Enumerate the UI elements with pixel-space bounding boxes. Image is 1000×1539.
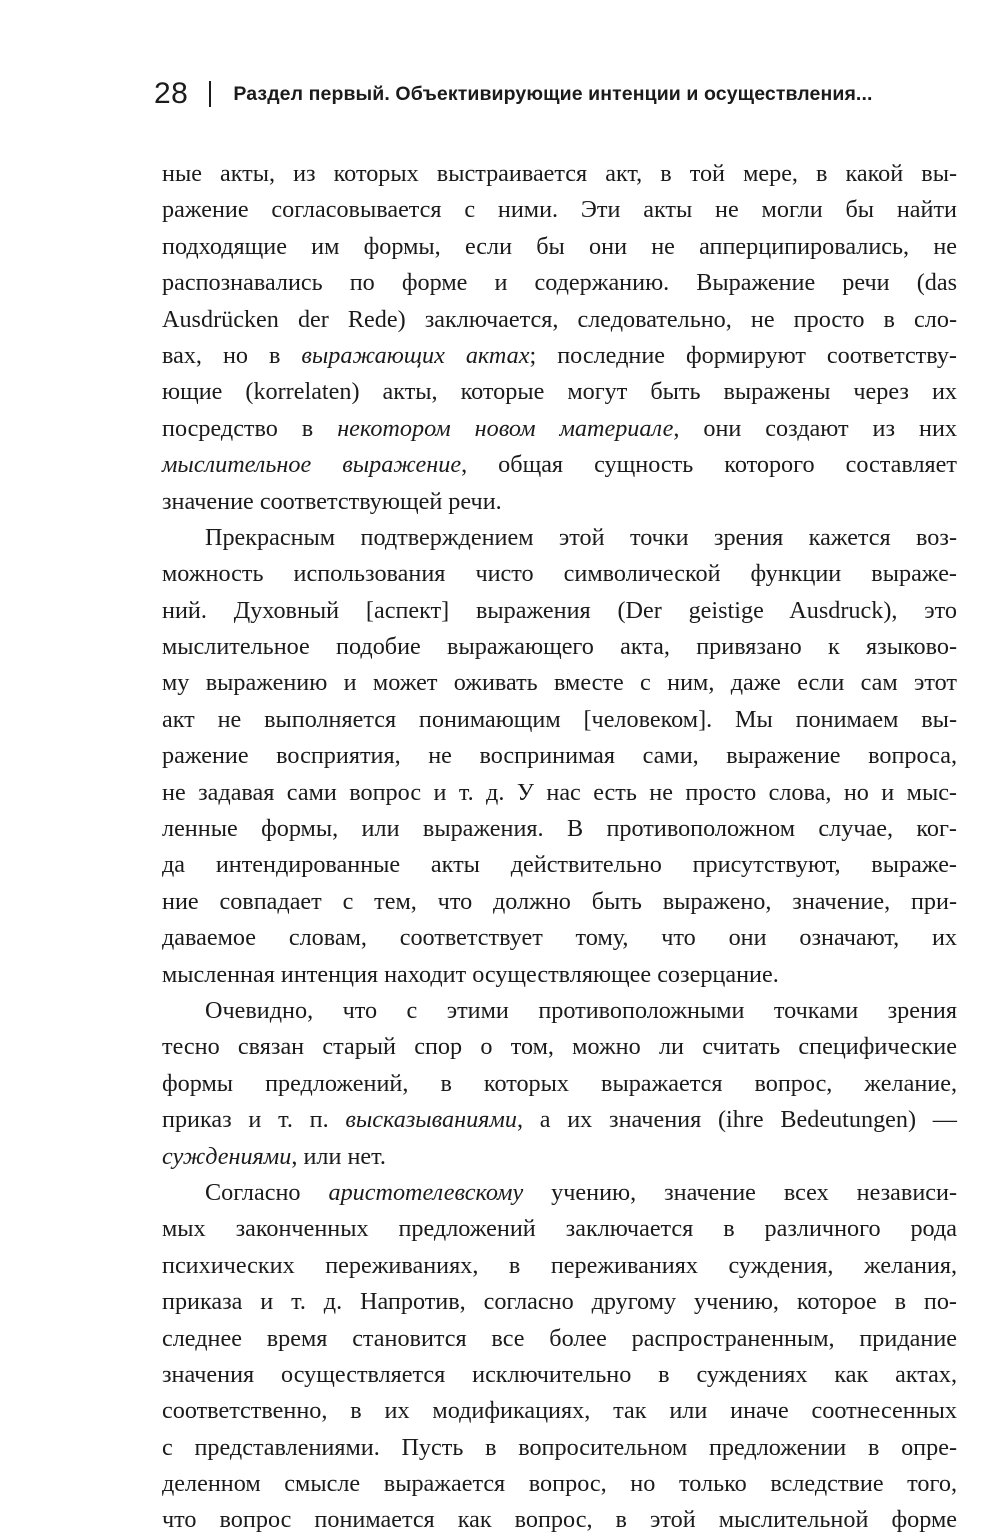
text-line: деленном смысле выражается вопрос, но только вследствие того, bbox=[162, 1470, 957, 1498]
text-line: ные акты, из которых выстраивается акт, в той мере, в какой вы- bbox=[162, 160, 957, 187]
text-line: следнее время становится все более распространенным, придание bbox=[162, 1324, 957, 1352]
text-line: значение соответствующей речи. bbox=[162, 487, 502, 515]
text-line: ражение восприятия, не воспринимая сами, выражение вопроса, bbox=[162, 742, 957, 770]
text-line: Очевидно, что с этими противоположными точками зрения bbox=[205, 996, 957, 1024]
text-line: вах, но в выражающих актах; последние формируют соответству- bbox=[162, 341, 957, 369]
text-line: да интендированные акты действительно присутствуют, выраже- bbox=[162, 851, 957, 879]
running-head bbox=[154, 74, 964, 114]
text-line: ражение согласовывается с ними. Эти акты не могли бы найти bbox=[162, 196, 957, 224]
emphasis: аристотелевскому bbox=[328, 1178, 524, 1206]
text-line: акт не выполняется понимающим [человеком]. Мы понимаем вы- bbox=[162, 705, 957, 733]
text-line: формы предложений, в которых выражается вопрос, желание, bbox=[162, 1069, 957, 1097]
section-title: Раздел первый. Объективирующие интенции и осуществления... bbox=[233, 82, 873, 105]
text-line: подходящие им формы, если бы они не апперципировались, не bbox=[162, 232, 957, 260]
text-line: ний. Духовный [аспект] выражения (Der geistige Ausdruck), это bbox=[162, 596, 957, 624]
text-line: даваемое словам, соответствует тому, что они означают, их bbox=[162, 924, 957, 952]
text-line: посредство в некотором новом материале, они создают из них bbox=[162, 414, 957, 442]
text-line: Согласно аристотелевскому учению, значение всех независи- bbox=[205, 1178, 957, 1206]
text-line: приказ и т. п. высказываниями, а их значения (ihre Bedeutungen) — bbox=[162, 1106, 957, 1134]
header-separator bbox=[209, 81, 211, 107]
text-line: мыслительное выражение, общая сущность которого составляет bbox=[162, 451, 957, 479]
text-line: мыслительное подобие выражающего акта, привязано к языково- bbox=[162, 633, 957, 661]
page-number: 28 bbox=[154, 77, 189, 110]
text-line: суждениями, или нет. bbox=[162, 1142, 386, 1170]
text-line: психических переживаниях, в переживаниях суждения, желания, bbox=[162, 1251, 957, 1279]
text-line: что вопрос понимается как вопрос, в этой мыслительной форме bbox=[162, 1506, 957, 1534]
text-line: Прекрасным подтверждением этой точки зрения кажется воз- bbox=[205, 523, 957, 551]
body-text bbox=[162, 156, 957, 1539]
text-line: мысленная интенция находит осуществляющее созерцание. bbox=[162, 960, 779, 988]
text-line: тесно связан старый спор о том, можно ли считать специфические bbox=[162, 1033, 957, 1061]
text-line: ленные формы, или выражения. В противоположном случае, ког- bbox=[162, 815, 957, 843]
emphasis: некотором новом материале bbox=[337, 414, 674, 442]
text-line: не задавая сами вопрос и т. д. У нас есть не просто слова, но и мыс- bbox=[162, 778, 957, 806]
text-line: соответственно, в их модификациях, так или иначе соотнесенных bbox=[162, 1397, 957, 1425]
emphasis: мыслительное выражение bbox=[162, 451, 462, 479]
emphasis: суждениями bbox=[162, 1142, 292, 1170]
text-line: ние совпадает с тем, что должно быть выражено, значение, при- bbox=[162, 887, 957, 915]
text-line: можность использования чисто символической функции выраже- bbox=[162, 560, 957, 588]
text-line: с представлениями. Пусть в вопросительном предложении в опре- bbox=[162, 1433, 957, 1461]
text-line: распознавались по форме и содержанию. Выражение речи (das bbox=[162, 269, 957, 297]
text-line: мых законченных предложений заключается в различного рода bbox=[162, 1215, 957, 1243]
emphasis: высказываниями bbox=[345, 1106, 517, 1134]
text-line: приказа и т. д. Напротив, согласно другому учению, которое в по- bbox=[162, 1288, 957, 1316]
text-line: ющие (korrelaten) акты, которые могут быть выражены через их bbox=[162, 378, 957, 406]
text-line: Ausdrücken der Rede) заключается, следовательно, не просто в сло- bbox=[162, 305, 957, 333]
text-line: му выражению и может оживать вместе с ним, даже если сам этот bbox=[162, 669, 957, 697]
emphasis: выражающих актах bbox=[301, 341, 530, 369]
text-line: значения осуществляется исключительно в суждениях как актах, bbox=[162, 1360, 957, 1388]
